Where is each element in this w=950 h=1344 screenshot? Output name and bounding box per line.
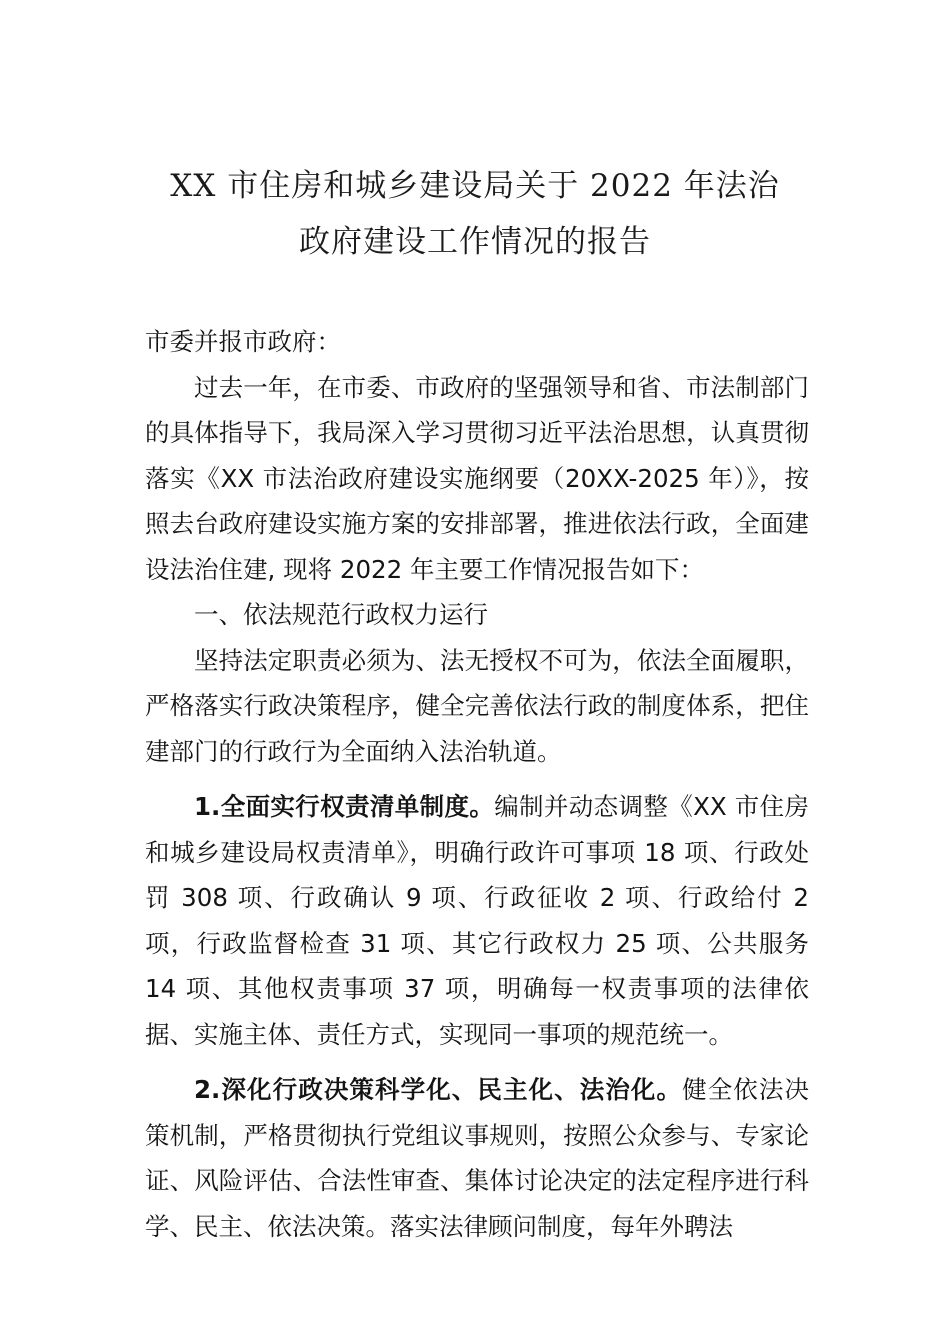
section-1-intro-paragraph: 坚持法定职责必须为、法无授权不可为，依法全面履职，严格落实行政决策程序，健全完善依法行政的制度体系，把住建部门的行政行为全面纳入法治轨道。	[145, 645, 809, 766]
document-title	[120, 158, 830, 270]
intro-paragraph: 过去一年，在市委、市政府的坚强领导和省、市法制部门的具体指导下，我局深入学习贯彻习近平法治思想，认真贯彻落实《XX 市法治政府建设实施纲要（20XX-2025 年）》，按照去台政府建设实施方案的安排部署，推进依法行政，全面建设法治住建, 现将 2022 年主要工作情况报告如下：	[145, 372, 809, 584]
item-2-body: 健全依法决 策机制，严格贯彻执行党组议事规则，按照公众参与、专家论证、风险评估、合法性审查、集体讨论决定的法定程序进行科学、民主、依法决策。落实法律顾问制度，每年外聘法	[145, 1075, 809, 1241]
item-1-body: 编制并动态调整《XX 市住房和城乡建设局权责清单》，明确行政许可事项 18 项、行政处罚 308 项、行政确认 9 项、行政征收 2 项、行政给付 2 项，行政监督检查 31 项、其它行政权力 25 项、公共服务 14 项、其他权责事项 37 项，明确每一权责事项的法律依据、实施主体、责任方式，实现同一事项的规范统一。	[145, 792, 810, 1049]
title-line-1: XX 市住房和城乡建设局关于 2022 年法治	[170, 168, 780, 204]
title-line-2: 政府建设工作情况的报告	[299, 224, 651, 260]
item-2-heading: 2.深化行政决策科学化、民主化、法治化。	[194, 1075, 683, 1104]
section-1-heading: 一、依法规范行政权力运行	[194, 600, 488, 629]
item-1-heading: 1.全面实行权责清单制度。	[194, 792, 495, 821]
salutation: 市委并报市政府：	[145, 327, 341, 356]
item-2-paragraph	[145, 1067, 809, 1249]
item-1-paragraph	[145, 784, 809, 1057]
document-body	[145, 319, 809, 1249]
